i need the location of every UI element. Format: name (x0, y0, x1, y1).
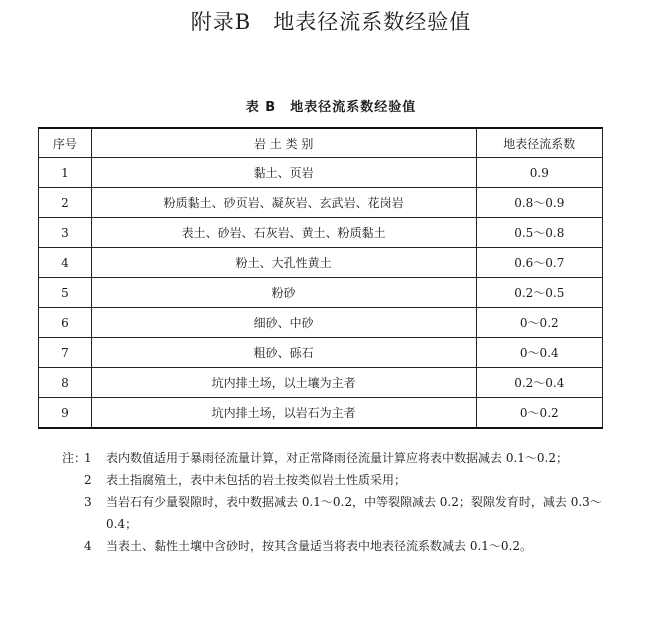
note-text: 当岩石有少量裂隙时，表中数据减去 0.1～0.2，中等裂隙减去 0.2；裂隙发育时，减去 0.3～0.4； (106, 495, 602, 531)
note-text: 当表土、黏性土壤中含砂时，按其含量适当将表中地表径流系数减去 0.1～0.2。 (106, 539, 532, 553)
note-text: 表内数值适用于暴雨径流量计算，对正常降雨径流量计算应将表中数据减去 0.1～0.2； (106, 451, 568, 465)
table-row (39, 368, 603, 398)
note-indent (62, 535, 84, 557)
row-number: 5 (39, 278, 92, 308)
runoff-coefficient: 0.2～0.5 (476, 278, 602, 308)
row-number: 2 (39, 188, 92, 218)
table-caption: 表 B 地表径流系数经验值 (245, 100, 417, 115)
row-number: 9 (39, 398, 92, 429)
note-number: 3 (84, 495, 92, 509)
row-number: 7 (39, 338, 92, 368)
note-text: 表土指腐殖土，表中未包括的岩土按类似岩土性质采用； (106, 473, 407, 487)
table-row (39, 338, 603, 368)
table-row (39, 248, 603, 278)
header-rock-soil-type: 岩 土 类 别 (91, 128, 476, 158)
table-row (39, 308, 603, 338)
rock-soil-type: 坑内排土场，以岩石为主者 (91, 398, 476, 429)
note-number: 2 (84, 473, 92, 487)
runoff-coefficient: 0～0.4 (476, 338, 602, 368)
header-runoff-coefficient: 地表径流系数 (476, 128, 602, 158)
note-item (62, 469, 622, 491)
rock-soil-type: 粉土、大孔性黄土 (91, 248, 476, 278)
row-number: 6 (39, 308, 92, 338)
note-number: 1 (84, 451, 92, 465)
rock-soil-type: 表土、砂岩、石灰岩、黄土、粉质黏土 (91, 218, 476, 248)
appendix-title: 附录B 地表径流系数经验值 (190, 10, 472, 34)
rock-soil-type: 细砂、中砂 (91, 308, 476, 338)
note-indent (62, 491, 84, 535)
table-row (39, 158, 603, 188)
header-serial-number: 序号 (39, 128, 92, 158)
note-item (62, 535, 622, 557)
row-number: 3 (39, 218, 92, 248)
table-row (39, 218, 603, 248)
table-row (39, 398, 603, 429)
row-number: 8 (39, 368, 92, 398)
rock-soil-type: 粗砂、砾石 (91, 338, 476, 368)
runoff-coefficient: 0.5～0.8 (476, 218, 602, 248)
row-number: 4 (39, 248, 92, 278)
table-notes (62, 447, 622, 557)
rock-soil-type: 粉砂 (91, 278, 476, 308)
note-item (62, 491, 622, 535)
runoff-coefficient-table (38, 127, 603, 429)
rock-soil-type: 黏土、页岩 (91, 158, 476, 188)
runoff-coefficient: 0～0.2 (476, 398, 602, 429)
runoff-coefficient: 0.2～0.4 (476, 368, 602, 398)
runoff-coefficient: 0.8～0.9 (476, 188, 602, 218)
table-row (39, 188, 603, 218)
runoff-coefficient: 0～0.2 (476, 308, 602, 338)
rock-soil-type: 粉质黏土、砂页岩、凝灰岩、玄武岩、花岗岩 (91, 188, 476, 218)
note-item (62, 447, 622, 469)
runoff-coefficient: 0.9 (476, 158, 602, 188)
notes-prefix: 注： (62, 451, 87, 465)
note-number: 4 (84, 539, 92, 553)
note-indent (62, 469, 84, 491)
rock-soil-type: 坑内排土场，以土壤为主者 (91, 368, 476, 398)
runoff-coefficient: 0.6～0.7 (476, 248, 602, 278)
table-header-row (39, 128, 603, 158)
row-number: 1 (39, 158, 92, 188)
table-row (39, 278, 603, 308)
